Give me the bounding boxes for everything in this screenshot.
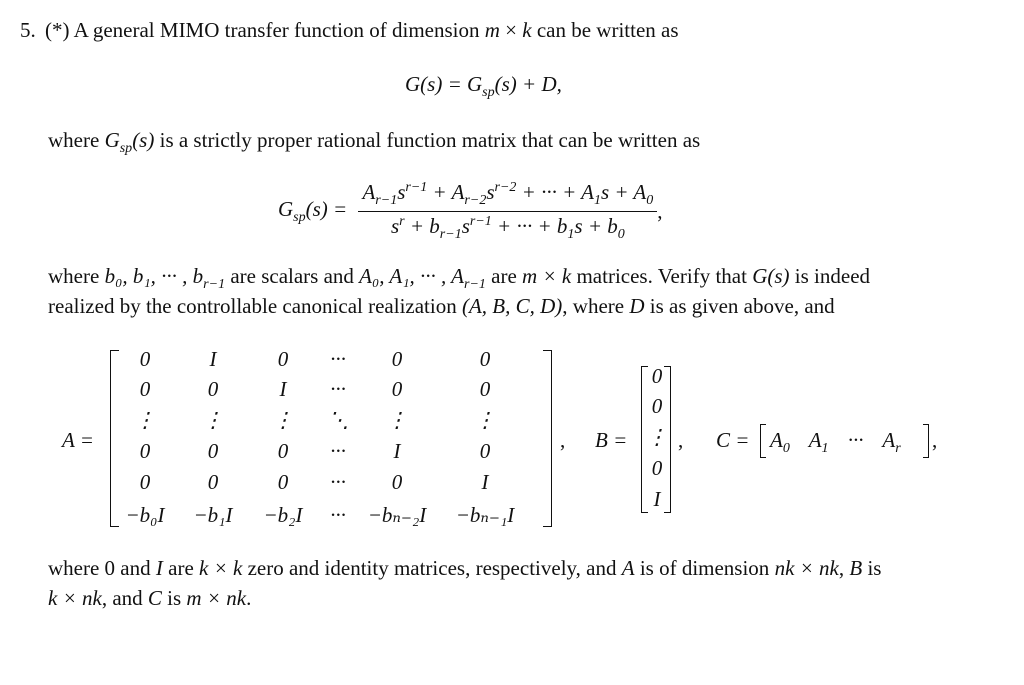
matrix-a-cell-r4-c0: 0 [139,470,151,494]
matrix-a-cell-r3-c3: ··· [330,439,346,463]
eq1-gsp-arg: (s) [494,72,517,96]
matrix-a-cell-r0-c3: ··· [330,347,346,371]
final1-f: is [867,556,882,580]
where1-arg: (s) [132,128,155,152]
matrix-b-cell-r1: 0 [651,394,663,418]
matrix-a-cell-r2-c1: ⋮ [202,408,224,432]
matrix-a-cell-r4-c5: I [481,470,489,494]
matrix-a-cell-r4-c2: 0 [277,470,289,494]
realized-text: realized by the controllable canonical realization [48,294,457,318]
eq2-fraction [358,180,657,243]
dim-k: k [522,18,532,42]
matrix-b-cell-r4: I [653,487,661,511]
matrix-c-right-bracket [923,424,929,458]
matrix-a-cell-r5-c1: −b₁I [193,503,233,527]
where-line-1 [48,127,700,162]
problem-number: 5. [20,18,36,42]
matrix-a-cell-r0-c0: 0 [139,347,151,371]
eq2-lhs: G [278,197,294,222]
matrix-c-left-bracket [760,424,766,458]
where2-g: G(s) [752,264,790,288]
final-line-2 [48,585,251,611]
eq2-lhs-sub: sp [293,210,306,226]
realized-tail: , where [562,294,625,318]
matrix-a-cell-r5-c2: −b₂I [263,503,303,527]
matrix-a-cell-r3-c2: 0 [277,439,289,463]
intro-tail: can be written as [536,18,679,42]
matrix-a-cell-r3-c5: 0 [479,439,491,463]
where2-bs-sub: r−1 [203,277,226,293]
matrix-a-cell-r0-c4: 0 [391,347,403,371]
realized-tuple: (A, B, C, D) [461,294,563,318]
final1-kk: k × k [199,556,243,580]
matrix-a-cell-r2-c4: ⋮ [386,408,408,432]
matrix-a-cell-r0-c5: 0 [479,347,491,371]
matrix-a-cell-r5-c5: −bₙ₋₁I [455,503,515,527]
c-entry-1: $A_1$ [808,428,829,457]
eq2-denominator: $s^r + b_{r-1}s^{r-1}$ + ··· + $b_1s + b_0$ [390,214,625,243]
final1-b: are [168,556,194,580]
matrix-a-cell-r1-c2: I [279,377,287,401]
matrix-a-cell-r2-c0: ⋮ [134,408,156,432]
matrix-a-cell-r4-c4: 0 [391,470,403,494]
matrix-a-right-bracket [543,350,552,527]
matrix-c-entries [770,428,901,457]
final1-e: , [838,556,845,580]
final2-c: . [246,586,252,610]
matrix-a-label: A = [62,428,94,452]
matrix-a-cell-r4-c1: 0 [207,470,219,494]
matrix-a-cell-r0-c1: I [209,347,217,371]
final2-C: C [147,586,162,610]
where2-bs: b₀, b₁, ··· , b [104,264,204,288]
matrix-a-cell-r1-c4: 0 [391,377,403,401]
where2-as-sub: r−1 [464,277,486,293]
where1-a: where [48,128,100,152]
final1-i: I [155,556,163,580]
matrix-a-cell-r5-c4: −bₙ₋₂I [367,503,427,527]
matrix-a-cell-r2-c5: ⋮ [474,408,496,432]
matrix-a-cell-r0-c2: 0 [277,347,289,371]
intro-text: A general MIMO transfer function of dimension [73,18,480,42]
final1-B: B [849,556,863,580]
matrix-b-comma: , [678,428,684,452]
matrix-a-cell-r1-c3: ··· [330,377,346,401]
final1-d: is of dimension [639,556,770,580]
c-entry-3: $A_r$ [882,428,901,457]
matrix-a-cell-r5-c0: −b₀I [125,503,165,527]
matrix-b-cell-r2: ⋮ [646,425,668,449]
final2-knk: k × nk [48,586,102,610]
matrix-a-cell-r3-c4: I [393,439,401,463]
realized-d: D [629,294,645,318]
where2-tail2: is indeed [794,264,871,288]
where2-dims: m × k [522,264,572,288]
where2-tail: matrices. Verify that [576,264,747,288]
eq2-numerator: $A_{r-1}s^{r-1} + A_{r-2}s^{r-2}$ + ··· + $A_1s + A_0$ [358,180,657,212]
final-line-1 [48,555,881,581]
where2-mid2: are [491,264,517,288]
matrix-b-label: B = [595,428,628,452]
matrix-c-label: C = [716,428,750,452]
matrix-a-cell-r1-c0: 0 [139,377,151,401]
where1-tail: is a strictly proper rational function matrix that can be written as [159,128,701,152]
where1-g: G [104,128,120,152]
realized-tail2: is as given above, and [649,294,835,318]
difficulty-star: (*) [45,18,70,42]
eq1-gsp: G [467,72,483,96]
final1-nk: nk × nk [774,556,839,580]
final2-mnk: m × nk [186,586,247,610]
eq1-plus-d: + D, [522,72,562,96]
eq2-lhs-arg: (s) = [305,197,348,222]
matrix-a-cell-r3-c1: 0 [207,439,219,463]
eq1-lhs: G(s) = [405,72,462,96]
matrix-a-cell-r2-c3: ⋱ [328,408,349,432]
equation-g-of-s [405,72,562,101]
c-entry-0: $A_0$ [770,428,790,457]
matrix-b-cell-r3: 0 [651,456,663,480]
problem-statement-line1 [20,17,679,43]
eq1-gsp-sub: sp [482,85,495,101]
final2-a: , and [101,586,143,610]
times-symbol: × [505,18,518,42]
matrix-c-comma: , [932,428,938,452]
where1-g-sub: sp [119,141,133,157]
final1-A: A [621,556,635,580]
where2-as: A₀, A₁, ··· , A [359,264,464,288]
matrix-a-cell-r1-c1: 0 [207,377,219,401]
matrix-a-cell-r2-c2: ⋮ [272,408,294,432]
matrix-a-cell-r1-c5: 0 [479,377,491,401]
final1-a: where 0 and [48,556,151,580]
matrix-a-comma: , [560,428,566,452]
eq2-comma: , [657,199,663,224]
matrix-a-cell-r5-c3: ··· [330,503,346,527]
final2-b: is [167,586,182,610]
c-entry-2: ··· [847,428,864,452]
matrix-a-cell-r4-c3: ··· [330,470,346,494]
realized-line [48,293,835,319]
matrix-a-cell-r3-c0: 0 [139,439,151,463]
dim-m: m [484,18,500,42]
final1-c: zero and identity matrices, respectively, and [247,556,617,580]
where2-a: where [48,264,100,288]
equation-gsp [278,180,663,243]
matrix-b-cell-r0: 0 [651,364,663,388]
where2-mid: are scalars and [230,264,354,288]
